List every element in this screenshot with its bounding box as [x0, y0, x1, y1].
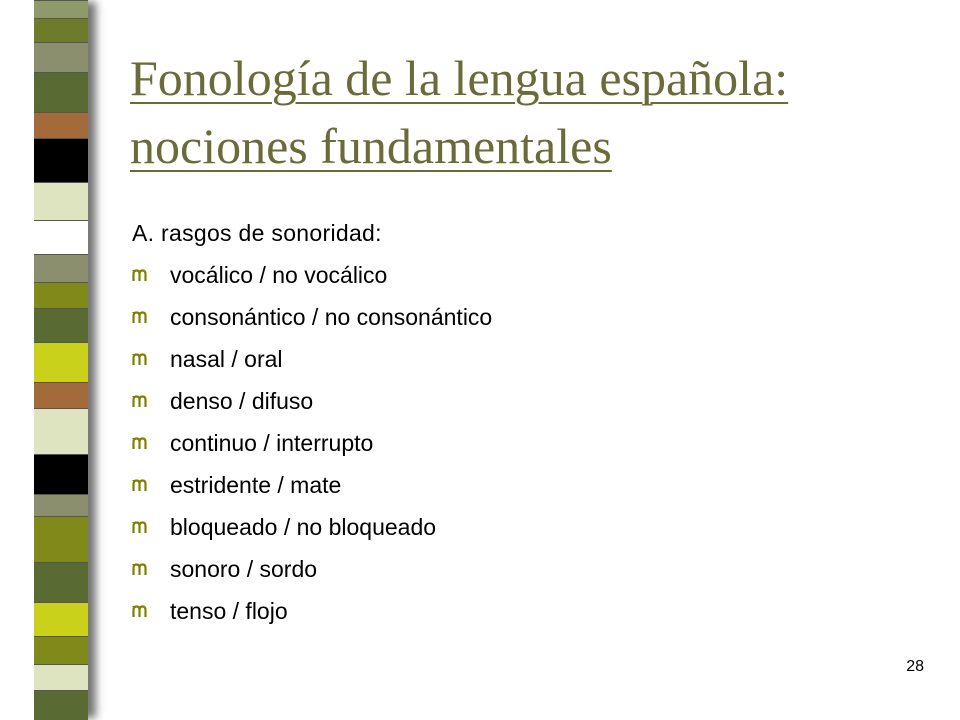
list-item-text: bloqueado / no bloqueado [170, 514, 437, 540]
list-item-text: consonántico / no consonántico [170, 304, 493, 330]
stripe [34, 182, 88, 220]
m-bullet-icon [132, 268, 170, 282]
list-item [132, 380, 492, 422]
m-bullet-icon [132, 520, 170, 534]
stripe [34, 112, 88, 138]
m-bullet-icon [132, 436, 170, 450]
list-item [132, 338, 492, 380]
list-item [132, 254, 492, 296]
slide-title [130, 44, 930, 180]
list-item [132, 422, 492, 464]
list-item-text: nasal / oral [170, 346, 283, 372]
stripe [34, 282, 88, 308]
stripe [34, 42, 88, 72]
page-number: 28 [906, 658, 924, 675]
stripe [34, 562, 88, 602]
list-item [132, 464, 492, 506]
list-item-text: sonoro / sordo [170, 556, 318, 582]
list-item-text: estridente / mate [170, 472, 342, 498]
list-item [132, 548, 492, 590]
stripe [34, 516, 88, 562]
slide-title-line-2: nociones fundamentales [130, 118, 612, 174]
list-item [132, 506, 492, 548]
list-item [132, 590, 492, 632]
stripe [34, 342, 88, 382]
decorative-stripe-band [34, 0, 88, 720]
m-bullet-icon [132, 352, 170, 366]
m-bullet-icon [132, 478, 170, 492]
feature-list [132, 254, 492, 632]
stripe [34, 602, 88, 636]
stripe [34, 408, 88, 454]
stripe [34, 72, 88, 112]
stripe [34, 664, 88, 690]
stripe [34, 138, 88, 182]
stripe [34, 18, 88, 42]
stripe [34, 220, 88, 254]
m-bullet-icon [132, 562, 170, 576]
stripe [34, 382, 88, 408]
stripe [34, 494, 88, 516]
stripe [34, 690, 88, 720]
stripe [34, 0, 88, 18]
m-bullet-icon [132, 310, 170, 324]
slide-content [132, 212, 492, 632]
list-item-text: denso / difuso [170, 388, 314, 414]
m-bullet-icon [132, 394, 170, 408]
stripe [34, 254, 88, 282]
list-item-text: vocálico / no vocálico [170, 262, 388, 288]
section-heading: A. rasgos de sonoridad: [132, 220, 382, 246]
list-item [132, 296, 492, 338]
list-item-text: continuo / interrupto [170, 430, 374, 456]
m-bullet-icon [132, 604, 170, 618]
stripe [34, 308, 88, 342]
list-item-text: tenso / flojo [170, 598, 288, 624]
stripe [34, 636, 88, 664]
slide-title-line-1: Fonología de la lengua española: [130, 50, 789, 106]
stripe [34, 454, 88, 494]
